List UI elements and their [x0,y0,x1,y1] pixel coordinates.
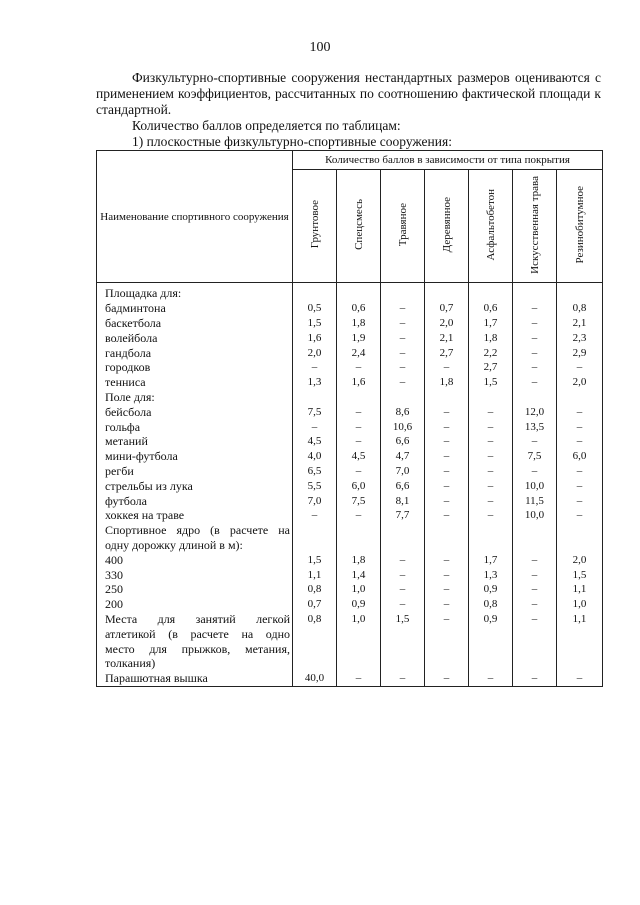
points-table [96,150,603,687]
points-value-cell: – [469,464,513,479]
points-value-cell: 0,6 [337,301,381,316]
intro-paragraph: Физкультурно-спортивные сооружения нестандартных размеров оцениваются с применением коэффициентов, рассчитанных по соотношению фактической площади к стандартной. [96,70,601,117]
points-value-cell: 1,5 [557,567,603,582]
points-value-cell: 8,6 [381,404,425,419]
points-value-cell: 1,5 [469,375,513,390]
points-value-cell: 2,1 [425,330,469,345]
points-value-cell: 2,0 [557,552,603,567]
points-value-cell [557,283,603,301]
points-value-cell: 1,1 [293,567,337,582]
table-row [97,404,603,419]
points-value-cell: 0,7 [425,301,469,316]
table-row [97,301,603,316]
points-value-cell: – [469,493,513,508]
points-value-cell: – [557,508,603,523]
points-value-cell [513,641,557,656]
points-value-cell: – [557,434,603,449]
points-value-cell: 13,5 [513,419,557,434]
points-value-cell: – [469,671,513,686]
points-value-cell: 1,6 [293,330,337,345]
name-column-header: Наименование спортивного сооружения [97,151,293,283]
points-value-cell [337,390,381,405]
points-value-cell: – [513,582,557,597]
points-value-cell [425,390,469,405]
points-value-cell: – [425,464,469,479]
points-value-cell: – [557,404,603,419]
points-value-cell [337,641,381,656]
table-row [97,508,603,523]
points-value-cell: – [513,330,557,345]
facility-name-cell: городков [97,360,293,375]
points-value-cell [337,523,381,538]
points-value-cell [469,283,513,301]
points-value-cell: – [381,301,425,316]
points-value-cell: – [513,567,557,582]
facility-name-cell: Поле для: [97,390,293,405]
points-value-cell: 4,5 [337,449,381,464]
points-value-cell: – [513,345,557,360]
facility-name-cell: стрельбы из лука [97,478,293,493]
points-value-cell [557,538,603,553]
table-row [97,582,603,597]
points-value-cell: 12,0 [513,404,557,419]
points-value-cell: 2,4 [337,345,381,360]
points-value-cell: – [557,671,603,686]
coverage-column-label: Искусственная трава [528,175,541,274]
page-number: 100 [309,40,331,55]
points-value-cell [425,656,469,671]
points-value-cell: 1,4 [337,567,381,582]
points-value-cell: 0,8 [293,612,337,627]
points-value-cell: – [425,434,469,449]
points-value-cell: 1,5 [293,316,337,331]
table-body [97,283,603,687]
table-row [97,552,603,567]
points-value-cell: – [425,404,469,419]
facility-name-cell: Места для занятий легкой [97,612,293,627]
points-value-cell [557,641,603,656]
points-value-cell [469,641,513,656]
points-value-cell: 7,5 [337,493,381,508]
table-row [97,478,603,493]
points-value-cell: 6,0 [337,478,381,493]
table-row [97,390,603,405]
points-value-cell [513,626,557,641]
points-value-cell [425,641,469,656]
points-value-cell: – [469,404,513,419]
table-row [97,434,603,449]
points-value-cell: – [469,449,513,464]
points-value-cell [293,656,337,671]
points-value-cell [293,523,337,538]
table-row [97,464,603,479]
points-value-cell [469,656,513,671]
points-value-cell: 2,7 [469,360,513,375]
points-value-cell: 1,8 [337,316,381,331]
points-value-cell: 1,5 [293,552,337,567]
facility-name-cell: баскетбола [97,316,293,331]
points-value-cell [425,523,469,538]
points-value-cell: – [513,671,557,686]
points-value-cell: – [293,419,337,434]
points-value-cell [557,523,603,538]
points-value-cell: 2,2 [469,345,513,360]
points-value-cell: – [469,419,513,434]
points-value-cell: – [513,360,557,375]
facility-name-cell: 200 [97,597,293,612]
points-value-cell: 7,0 [381,464,425,479]
tables-intro-paragraph: Количество баллов определяется по таблицам: [132,118,401,133]
points-value-cell: 2,7 [425,345,469,360]
points-value-cell: 6,0 [557,449,603,464]
points-value-cell: – [337,434,381,449]
points-value-cell: – [425,567,469,582]
coverage-column-header [513,170,557,283]
points-value-cell: – [381,567,425,582]
points-value-cell [469,523,513,538]
points-value-cell: – [425,493,469,508]
points-value-cell [381,626,425,641]
points-value-cell [293,641,337,656]
points-value-cell [293,538,337,553]
points-value-cell: – [469,478,513,493]
points-value-cell: 6,6 [381,478,425,493]
points-value-cell: – [557,493,603,508]
points-value-cell: 8,1 [381,493,425,508]
points-value-cell [469,626,513,641]
table-row [97,567,603,582]
points-value-cell: – [513,375,557,390]
coverage-column-header [293,170,337,283]
points-value-cell: – [425,478,469,493]
table-row [97,597,603,612]
table-row [97,449,603,464]
facility-name-cell: Парашютная вышка [97,671,293,686]
points-value-cell [337,538,381,553]
points-value-cell: 1,7 [469,316,513,331]
points-value-cell: – [337,419,381,434]
coverage-group-header: Количество баллов в зависимости от типа покрытия [293,151,603,170]
points-value-cell: – [381,330,425,345]
points-value-cell [513,523,557,538]
points-value-cell [381,390,425,405]
points-value-cell: – [513,434,557,449]
coverage-column-label: Грунтовое [308,200,321,249]
points-value-cell: – [337,508,381,523]
facility-name-cell: гандбола [97,345,293,360]
table-row [97,360,603,375]
points-value-cell: 1,3 [469,567,513,582]
table-row [97,283,603,301]
points-value-cell: 2,0 [293,345,337,360]
points-value-cell: 7,5 [513,449,557,464]
facility-name-cell: волейбола [97,330,293,345]
points-value-cell: – [337,360,381,375]
points-value-cell: – [381,360,425,375]
facility-name-cell: атлетикой (в расчете на одно [97,626,293,641]
points-value-cell: 1,8 [469,330,513,345]
coverage-column-header [469,170,513,283]
coverage-column-header [425,170,469,283]
points-value-cell: 11,5 [513,493,557,508]
points-value-cell: 1,1 [557,612,603,627]
points-value-cell: – [425,552,469,567]
table-row [97,671,603,686]
points-value-cell: – [381,552,425,567]
points-value-cell: 1,3 [293,375,337,390]
points-value-cell [557,656,603,671]
facility-name-cell: хоккея на траве [97,508,293,523]
points-value-cell: 10,0 [513,508,557,523]
coverage-column-header [557,170,603,283]
points-value-cell: 10,6 [381,419,425,434]
facility-name-cell: бейсбола [97,404,293,419]
points-value-cell [469,390,513,405]
points-value-cell: 0,9 [469,612,513,627]
facility-name-cell: мини-футбола [97,449,293,464]
points-value-cell: – [425,419,469,434]
points-value-cell: – [381,671,425,686]
points-value-cell: 2,0 [557,375,603,390]
points-value-cell: – [425,612,469,627]
points-value-cell: 40,0 [293,671,337,686]
points-value-cell: 0,7 [293,597,337,612]
coverage-column-header [337,170,381,283]
points-value-cell [337,626,381,641]
points-value-cell: – [513,597,557,612]
points-value-cell: – [293,360,337,375]
points-value-cell: – [513,612,557,627]
points-value-cell [513,390,557,405]
points-value-cell [513,283,557,301]
points-value-cell: 0,9 [337,597,381,612]
points-value-cell: 2,3 [557,330,603,345]
points-value-cell: 1,1 [557,582,603,597]
points-value-cell: – [513,301,557,316]
table-row [97,345,603,360]
coverage-column-label: Травяное [396,202,409,247]
points-value-cell: 0,8 [293,582,337,597]
points-value-cell: – [513,552,557,567]
points-value-cell: – [557,419,603,434]
points-value-cell: 7,5 [293,404,337,419]
points-value-cell: – [337,671,381,686]
points-value-cell: – [557,360,603,375]
table-row [97,493,603,508]
points-value-cell [513,538,557,553]
points-value-cell: – [381,345,425,360]
points-value-cell: – [381,582,425,597]
points-value-cell: – [337,464,381,479]
table-row [97,330,603,345]
points-value-cell: – [425,582,469,597]
points-value-cell [337,656,381,671]
table-row [97,523,603,538]
points-value-cell: 4,0 [293,449,337,464]
points-value-cell: – [425,597,469,612]
facility-name-cell: Спортивное ядро (в расчете на [97,523,293,538]
facility-name-cell: 330 [97,567,293,582]
points-value-cell [425,626,469,641]
points-value-cell: 6,6 [381,434,425,449]
points-value-cell: 1,8 [425,375,469,390]
points-value-cell: 1,0 [337,582,381,597]
points-value-cell: – [381,597,425,612]
points-value-cell: 4,7 [381,449,425,464]
facility-name-cell: Площадка для: [97,283,293,301]
points-value-cell [425,283,469,301]
points-value-cell [557,626,603,641]
points-value-cell [381,641,425,656]
table-row [97,656,603,671]
points-value-cell: 0,8 [557,301,603,316]
facility-name-cell: одну дорожку длиной в м): [97,538,293,553]
points-value-cell: – [293,508,337,523]
points-value-cell: 1,7 [469,552,513,567]
points-value-cell: – [425,360,469,375]
points-value-cell: 2,0 [425,316,469,331]
points-value-cell [425,538,469,553]
facility-name-cell: футбола [97,493,293,508]
points-value-cell [469,538,513,553]
points-value-cell: 1,8 [337,552,381,567]
points-value-cell [293,626,337,641]
points-value-cell: 0,9 [469,582,513,597]
points-value-cell: 2,9 [557,345,603,360]
points-value-cell: 0,5 [293,301,337,316]
points-value-cell: 2,1 [557,316,603,331]
points-value-cell: – [381,316,425,331]
points-value-cell [381,656,425,671]
points-value-cell [337,283,381,301]
facility-name-cell: место для прыжков, метания, [97,641,293,656]
flat-facilities-heading: 1) плоскостные физкультурно-спортивные сооружения: [132,134,452,149]
points-value-cell: – [513,464,557,479]
points-value-cell: 5,5 [293,478,337,493]
points-value-cell: – [557,464,603,479]
facility-name-cell: толкания) [97,656,293,671]
table-row [97,419,603,434]
points-value-cell: – [425,671,469,686]
points-value-cell [381,523,425,538]
table-row [97,641,603,656]
facility-name-cell: 250 [97,582,293,597]
facility-name-cell: бадминтона [97,301,293,316]
points-value-cell: – [381,375,425,390]
points-value-cell [513,656,557,671]
points-value-cell [293,283,337,301]
table-row [97,626,603,641]
coverage-column-header [381,170,425,283]
points-value-cell: 1,9 [337,330,381,345]
points-value-cell [557,390,603,405]
coverage-column-label: Асфальтобетон [484,188,497,261]
facility-name-cell: гольфа [97,419,293,434]
facility-name-cell: регби [97,464,293,479]
points-value-cell: – [513,316,557,331]
points-value-cell [293,390,337,405]
points-value-cell: 4,5 [293,434,337,449]
coverage-column-label: Деревянное [440,196,453,253]
points-value-cell: 7,7 [381,508,425,523]
coverage-column-label: Спецсмесь [352,199,365,250]
points-value-cell: – [557,478,603,493]
table-row [97,538,603,553]
table-row [97,612,603,627]
points-value-cell [381,538,425,553]
points-value-cell: – [469,508,513,523]
points-value-cell: 6,5 [293,464,337,479]
points-value-cell: 1,0 [557,597,603,612]
points-value-cell: – [425,508,469,523]
points-value-cell: 10,0 [513,478,557,493]
points-value-cell: 1,6 [337,375,381,390]
points-value-cell: 1,0 [337,612,381,627]
coverage-column-label: Резинобитумное [573,185,586,264]
facility-name-cell: тенниса [97,375,293,390]
table-row [97,316,603,331]
facility-name-cell: 400 [97,552,293,567]
points-value-cell: 1,5 [381,612,425,627]
table-row [97,375,603,390]
facility-name-cell: метаний [97,434,293,449]
points-value-cell: 0,6 [469,301,513,316]
points-value-cell: – [425,449,469,464]
points-value-cell: 7,0 [293,493,337,508]
points-value-cell: – [469,434,513,449]
points-value-cell: 0,8 [469,597,513,612]
points-value-cell [381,283,425,301]
points-value-cell: – [337,404,381,419]
